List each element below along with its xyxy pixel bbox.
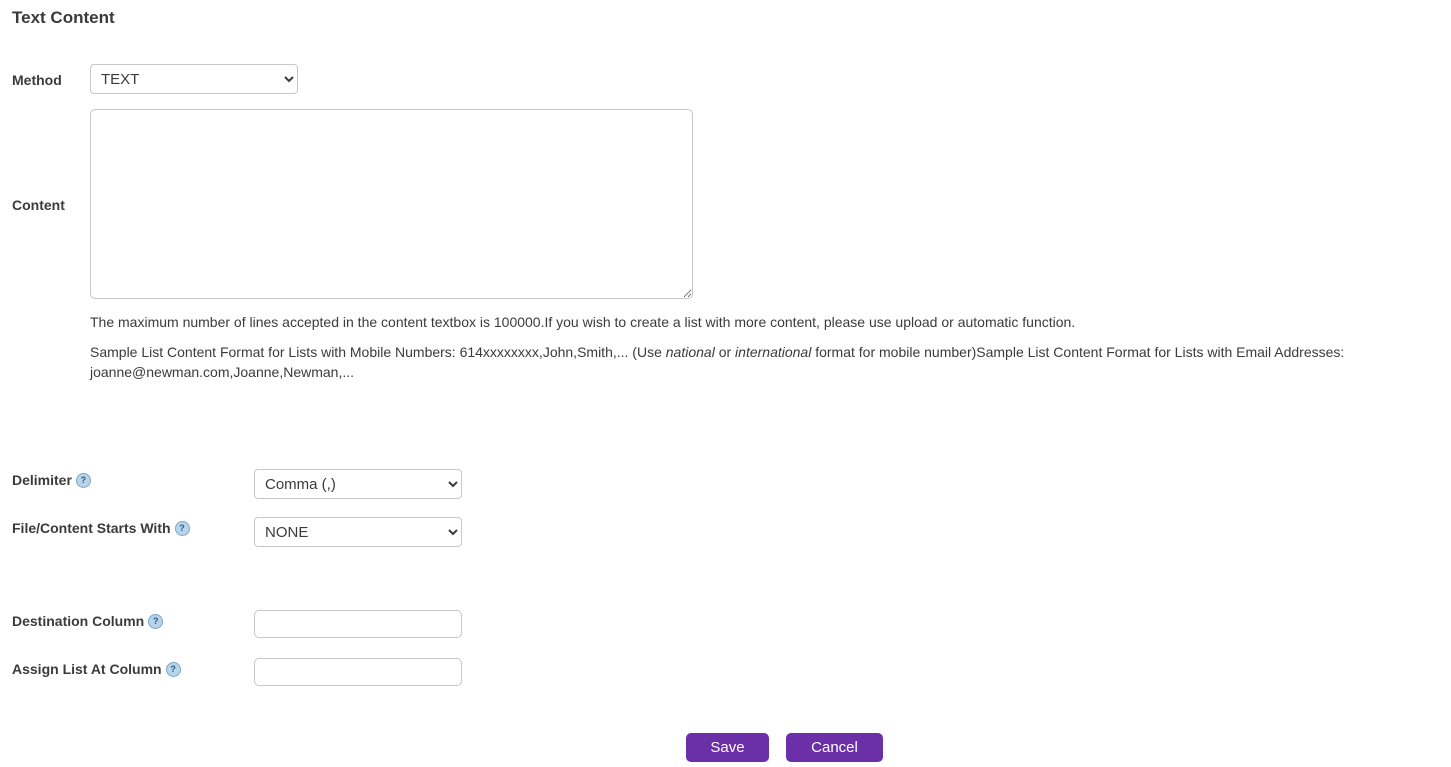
- sample-format-note: [90, 342, 1445, 382]
- sample-text-mid: or: [714, 344, 736, 360]
- max-lines-note: The maximum number of lines accepted in the content textbox is 100000.If you wish to create a list with more content, please use upload or automatic function.: [90, 314, 1076, 330]
- starts-with-select[interactable]: [254, 517, 462, 547]
- page-title: Text Content: [12, 8, 115, 27]
- cancel-button[interactable]: Cancel: [786, 733, 883, 762]
- help-icon[interactable]: ?: [76, 473, 91, 488]
- help-icon[interactable]: ?: [166, 662, 181, 677]
- starts-with-label: [12, 520, 190, 537]
- destination-column-label-text: Destination Column: [12, 613, 145, 629]
- destination-column-input[interactable]: [254, 610, 462, 638]
- delimiter-select[interactable]: [254, 469, 462, 499]
- save-button[interactable]: Save: [686, 733, 769, 762]
- content-textarea[interactable]: [90, 109, 693, 299]
- sample-emphasis-national: national: [665, 344, 715, 360]
- help-icon[interactable]: ?: [148, 614, 163, 629]
- starts-with-label-text: File/Content Starts With: [12, 520, 171, 536]
- assign-list-at-column-input[interactable]: [254, 658, 462, 686]
- assign-list-at-column-label: [12, 661, 181, 678]
- help-icon[interactable]: ?: [175, 521, 190, 536]
- delimiter-label: [12, 472, 91, 489]
- destination-column-label: [12, 613, 163, 630]
- method-label: Method: [12, 72, 62, 88]
- delimiter-label-text: Delimiter: [12, 472, 72, 488]
- sample-text-2: format for mobile number)Sample List Content Format for Lists with Email Addresses: joanne@newman.com,Joanne,Newman,...: [90, 344, 1345, 380]
- assign-list-at-column-label-text: Assign List At Column: [12, 661, 162, 677]
- sample-emphasis-international: international: [735, 344, 812, 360]
- content-label: Content: [12, 197, 65, 213]
- sample-text-1: Sample List Content Format for Lists with Mobile Numbers: 614xxxxxxxx,John,Smith,... (Use: [90, 344, 666, 360]
- method-select[interactable]: [90, 64, 298, 94]
